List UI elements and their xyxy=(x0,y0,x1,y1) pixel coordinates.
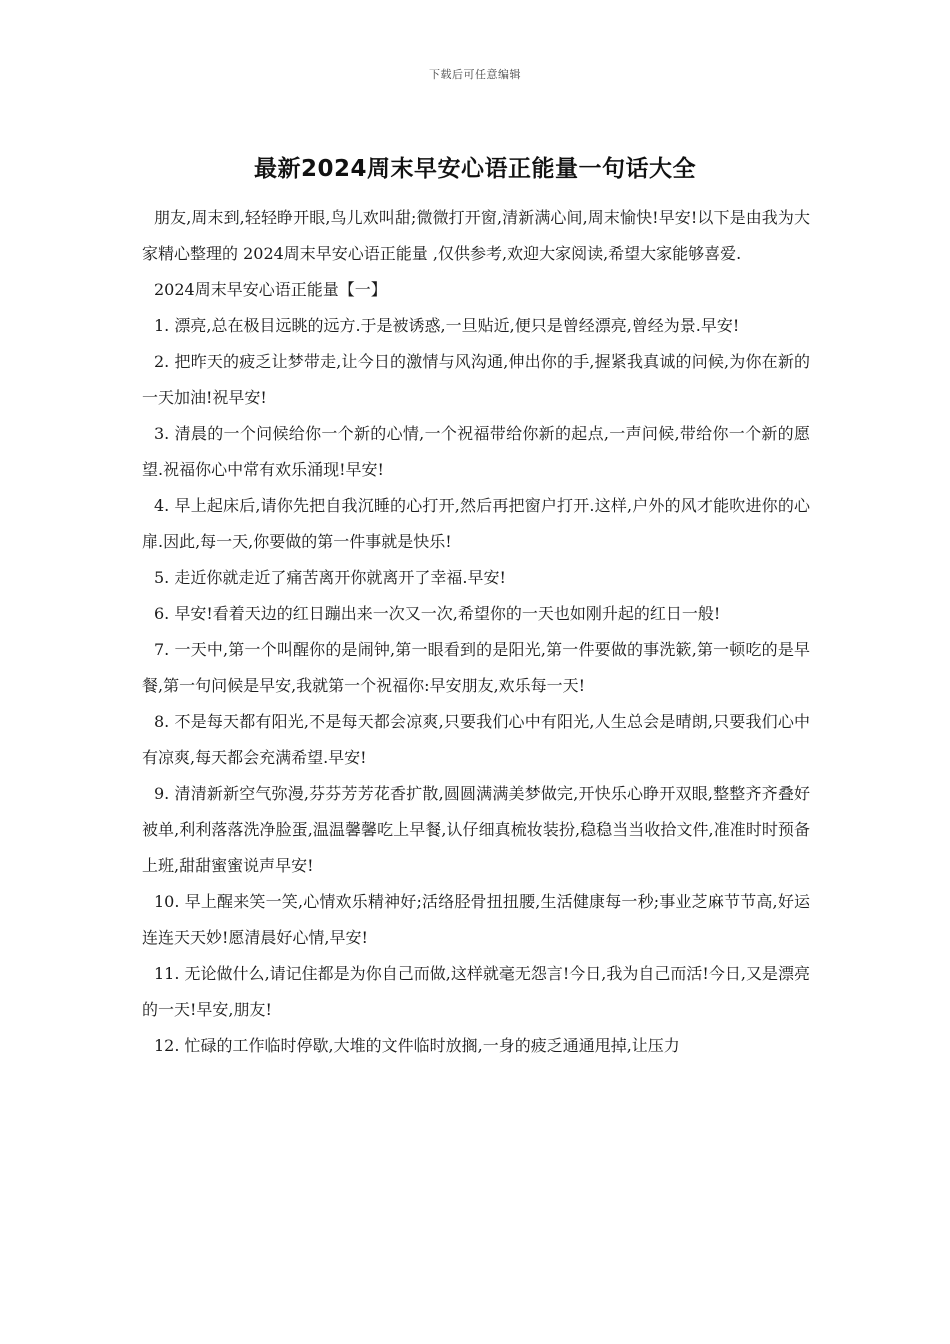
section-heading: 2024周末早安心语正能量【一】 xyxy=(154,280,387,299)
list-item: 2. 把昨天的疲乏让梦带走,让今日的激情与风沟通,伸出你的手,握紧我真诚的问候,为你在新的一天加油!祝早安! xyxy=(142,352,810,407)
document-body xyxy=(142,200,810,1064)
list-item: 5. 走近你就走近了痛苦离开你就离开了幸福.早安! xyxy=(154,568,506,587)
list-item: 1. 漂亮,总在极目远眺的远方.于是被诱惑,一旦贴近,便只是曾经漂亮,曾经为景.早安! xyxy=(154,316,740,335)
list-item: 6. 早安!看着天边的红日蹦出来一次又一次,希望你的一天也如刚升起的红日一般! xyxy=(154,604,721,623)
list-item: 12. 忙碌的工作临时停歇,大堆的文件临时放搁,一身的疲乏通通甩掉,让压力 xyxy=(154,1036,680,1055)
list-item: 3. 清晨的一个问候给你一个新的心情,一个祝福带给你新的起点,一声问候,带给你一个新的愿望.祝福你心中常有欢乐涌现!早安! xyxy=(142,424,810,479)
list-item: 9. 清清新新空气弥漫,芬芬芳芳花香扩散,圆圆满满美梦做完,开快乐心睁开双眼,整整齐齐叠好被单,利利落落洗净脸蛋,温温馨馨吃上早餐,认仔细真梳妆装扮,稳稳当当收拾文件,准准时时预备上班,甜甜蜜蜜说声早安! xyxy=(142,784,810,875)
list-item: 7. 一天中,第一个叫醒你的是闹钟,第一眼看到的是阳光,第一件要做的事洗簌,第一顿吃的是早餐,第一句问候是早安,我就第一个祝福你:早安朋友,欢乐每一天! xyxy=(142,640,810,695)
document-title: 最新2024周末早安心语正能量一句话大全 xyxy=(253,156,696,182)
intro-paragraph: 朋友,周末到,轻轻睁开眼,鸟儿欢叫甜;微微打开窗,清新满心间,周末愉快!早安!以下是由我为大家精心整理的 2024周末早安心语正能量 ,仅供参考,欢迎大家阅读,希望大家能够喜爱. xyxy=(142,208,810,263)
header-note: 下载后可任意编辑 xyxy=(429,68,521,81)
list-item: 4. 早上起床后,请你先把自我沉睡的心打开,然后再把窗户打开.这样,户外的风才能吹进你的心扉.因此,每一天,你要做的第一件事就是快乐! xyxy=(142,496,810,551)
list-item: 8. 不是每天都有阳光,不是每天都会凉爽,只要我们心中有阳光,人生总会是晴朗,只要我们心中有凉爽,每天都会充满希望.早安! xyxy=(142,712,810,767)
list-item: 11. 无论做什么,请记住都是为你自己而做,这样就毫无怨言!今日,我为自己而活!今日,又是漂亮的一天!早安,朋友! xyxy=(142,964,810,1019)
list-item: 10. 早上醒来笑一笑,心情欢乐精神好;活络胫骨扭扭腰,生活健康每一秒;事业芝麻节节高,好运连连天天妙!愿清晨好心情,早安! xyxy=(142,892,810,947)
